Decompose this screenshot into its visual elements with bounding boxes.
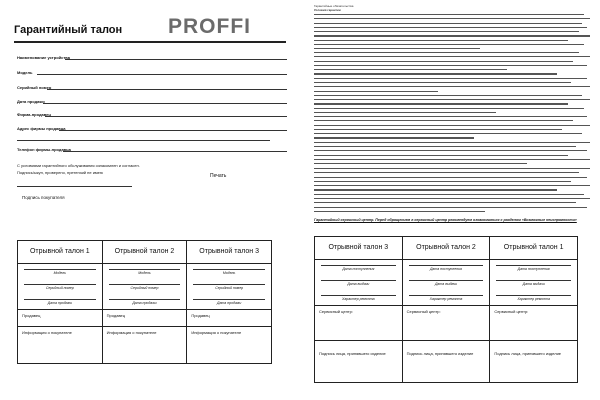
coupon-table-right	[314, 236, 578, 383]
coupon-header: Отрывной талон 1	[18, 241, 103, 264]
cell-receiver-signature: Подпись лица, принявшего изделие	[315, 341, 403, 383]
terms-paragraph-1	[314, 14, 590, 53]
cell-caption: Дата выдачи	[434, 282, 457, 286]
cell-seller: Продавец	[187, 310, 272, 327]
warranty-terms-page	[300, 0, 600, 400]
stamp-label: Печать	[210, 173, 227, 179]
field-seller: Фирма-продавец	[17, 112, 51, 117]
terms-subheader: Условия гарантии	[314, 8, 341, 12]
cell-caption: Серийный номер	[130, 286, 159, 290]
coupon-header: Отрывной талон 2	[402, 237, 490, 260]
cell-caption: Характер ремонта	[517, 297, 550, 301]
cell-receiver-signature: Подпись лица, принявшего изделие	[490, 341, 578, 383]
cell-caption: Дата выдачи	[522, 282, 545, 286]
coupon-header: Отрывной талон 1	[490, 237, 578, 260]
signature-label: Подпись покупателя	[22, 195, 65, 200]
cell-seller: Продавец	[18, 310, 103, 327]
cell-caption: Дата поступления	[429, 267, 462, 271]
consent-text: С условиями гарантийного обслуживания ознакомлен и согласен.	[17, 163, 140, 168]
field-model: Модель	[17, 70, 33, 75]
cell-caption: Дата поступления	[342, 267, 375, 271]
address-line	[17, 140, 270, 141]
coupon-table-left	[17, 240, 272, 364]
cell-buyer-info: Информация о покупателе	[187, 327, 272, 364]
terms-paragraph-4	[314, 168, 590, 215]
cell-service-center: Сервисный центр:	[402, 306, 490, 341]
cell-caption: Серийный номер	[45, 286, 74, 290]
cell-caption: Характер ремонта	[342, 297, 375, 301]
cell-caption: Модель	[138, 271, 151, 275]
page-title: Гарантийный талон	[14, 24, 123, 36]
coupon-header: Отрывной талон 3	[315, 237, 403, 260]
cell-caption: Дата продажи	[217, 301, 242, 305]
terms-paragraph-3	[314, 116, 590, 167]
cell-service-center: Сервисный центр:	[315, 306, 403, 341]
coupon-header: Отрывной талон 3	[187, 241, 272, 264]
field-sale-date: Дата продажи	[17, 99, 45, 104]
field-device-name: Наименование устройства	[17, 55, 70, 60]
coupon-header: Отрывной талон 2	[102, 241, 187, 264]
cell-buyer-info: Информация о покупателе	[102, 327, 187, 364]
cell-caption: Серийный номер	[215, 286, 244, 290]
cell-caption: Дата продажи	[47, 301, 72, 305]
cell-caption: Модель	[222, 271, 236, 275]
cell-caption: Характер ремонта	[429, 297, 463, 301]
cell-caption: Модель	[53, 271, 67, 275]
service-center-note: Гарантийный сервисный центр. Перед обращением в сервисный центр рекомендуем ознакомиться с разделом «Возможные неисправности»	[314, 218, 577, 222]
terms-header: Гарантийные обязательства	[314, 4, 354, 8]
brand-logo: PROFFI	[168, 15, 251, 38]
field-seller-phone: Телефон фирмы-продавца	[17, 147, 71, 152]
field-serial: Серийный номер	[17, 85, 51, 90]
title-divider	[14, 41, 286, 43]
proof-text: Подпись/ыкуп, проверено, претензий не имею	[17, 170, 103, 175]
cell-caption: Дата поступления	[517, 267, 550, 271]
signature-line	[17, 186, 132, 187]
field-seller-address: Адрес фирмы продавца	[17, 126, 65, 131]
cell-service-center: Сервисный центр:	[490, 306, 578, 341]
cell-caption: Дата продажи	[132, 301, 157, 305]
cell-receiver-signature: Подпись лица, принявшего изделие	[402, 341, 490, 383]
cell-buyer-info: Информация о покупателе	[18, 327, 103, 364]
cell-seller: Продавец	[102, 310, 187, 327]
terms-paragraph-2	[314, 52, 590, 116]
cell-caption: Дата выдачи	[347, 282, 370, 286]
